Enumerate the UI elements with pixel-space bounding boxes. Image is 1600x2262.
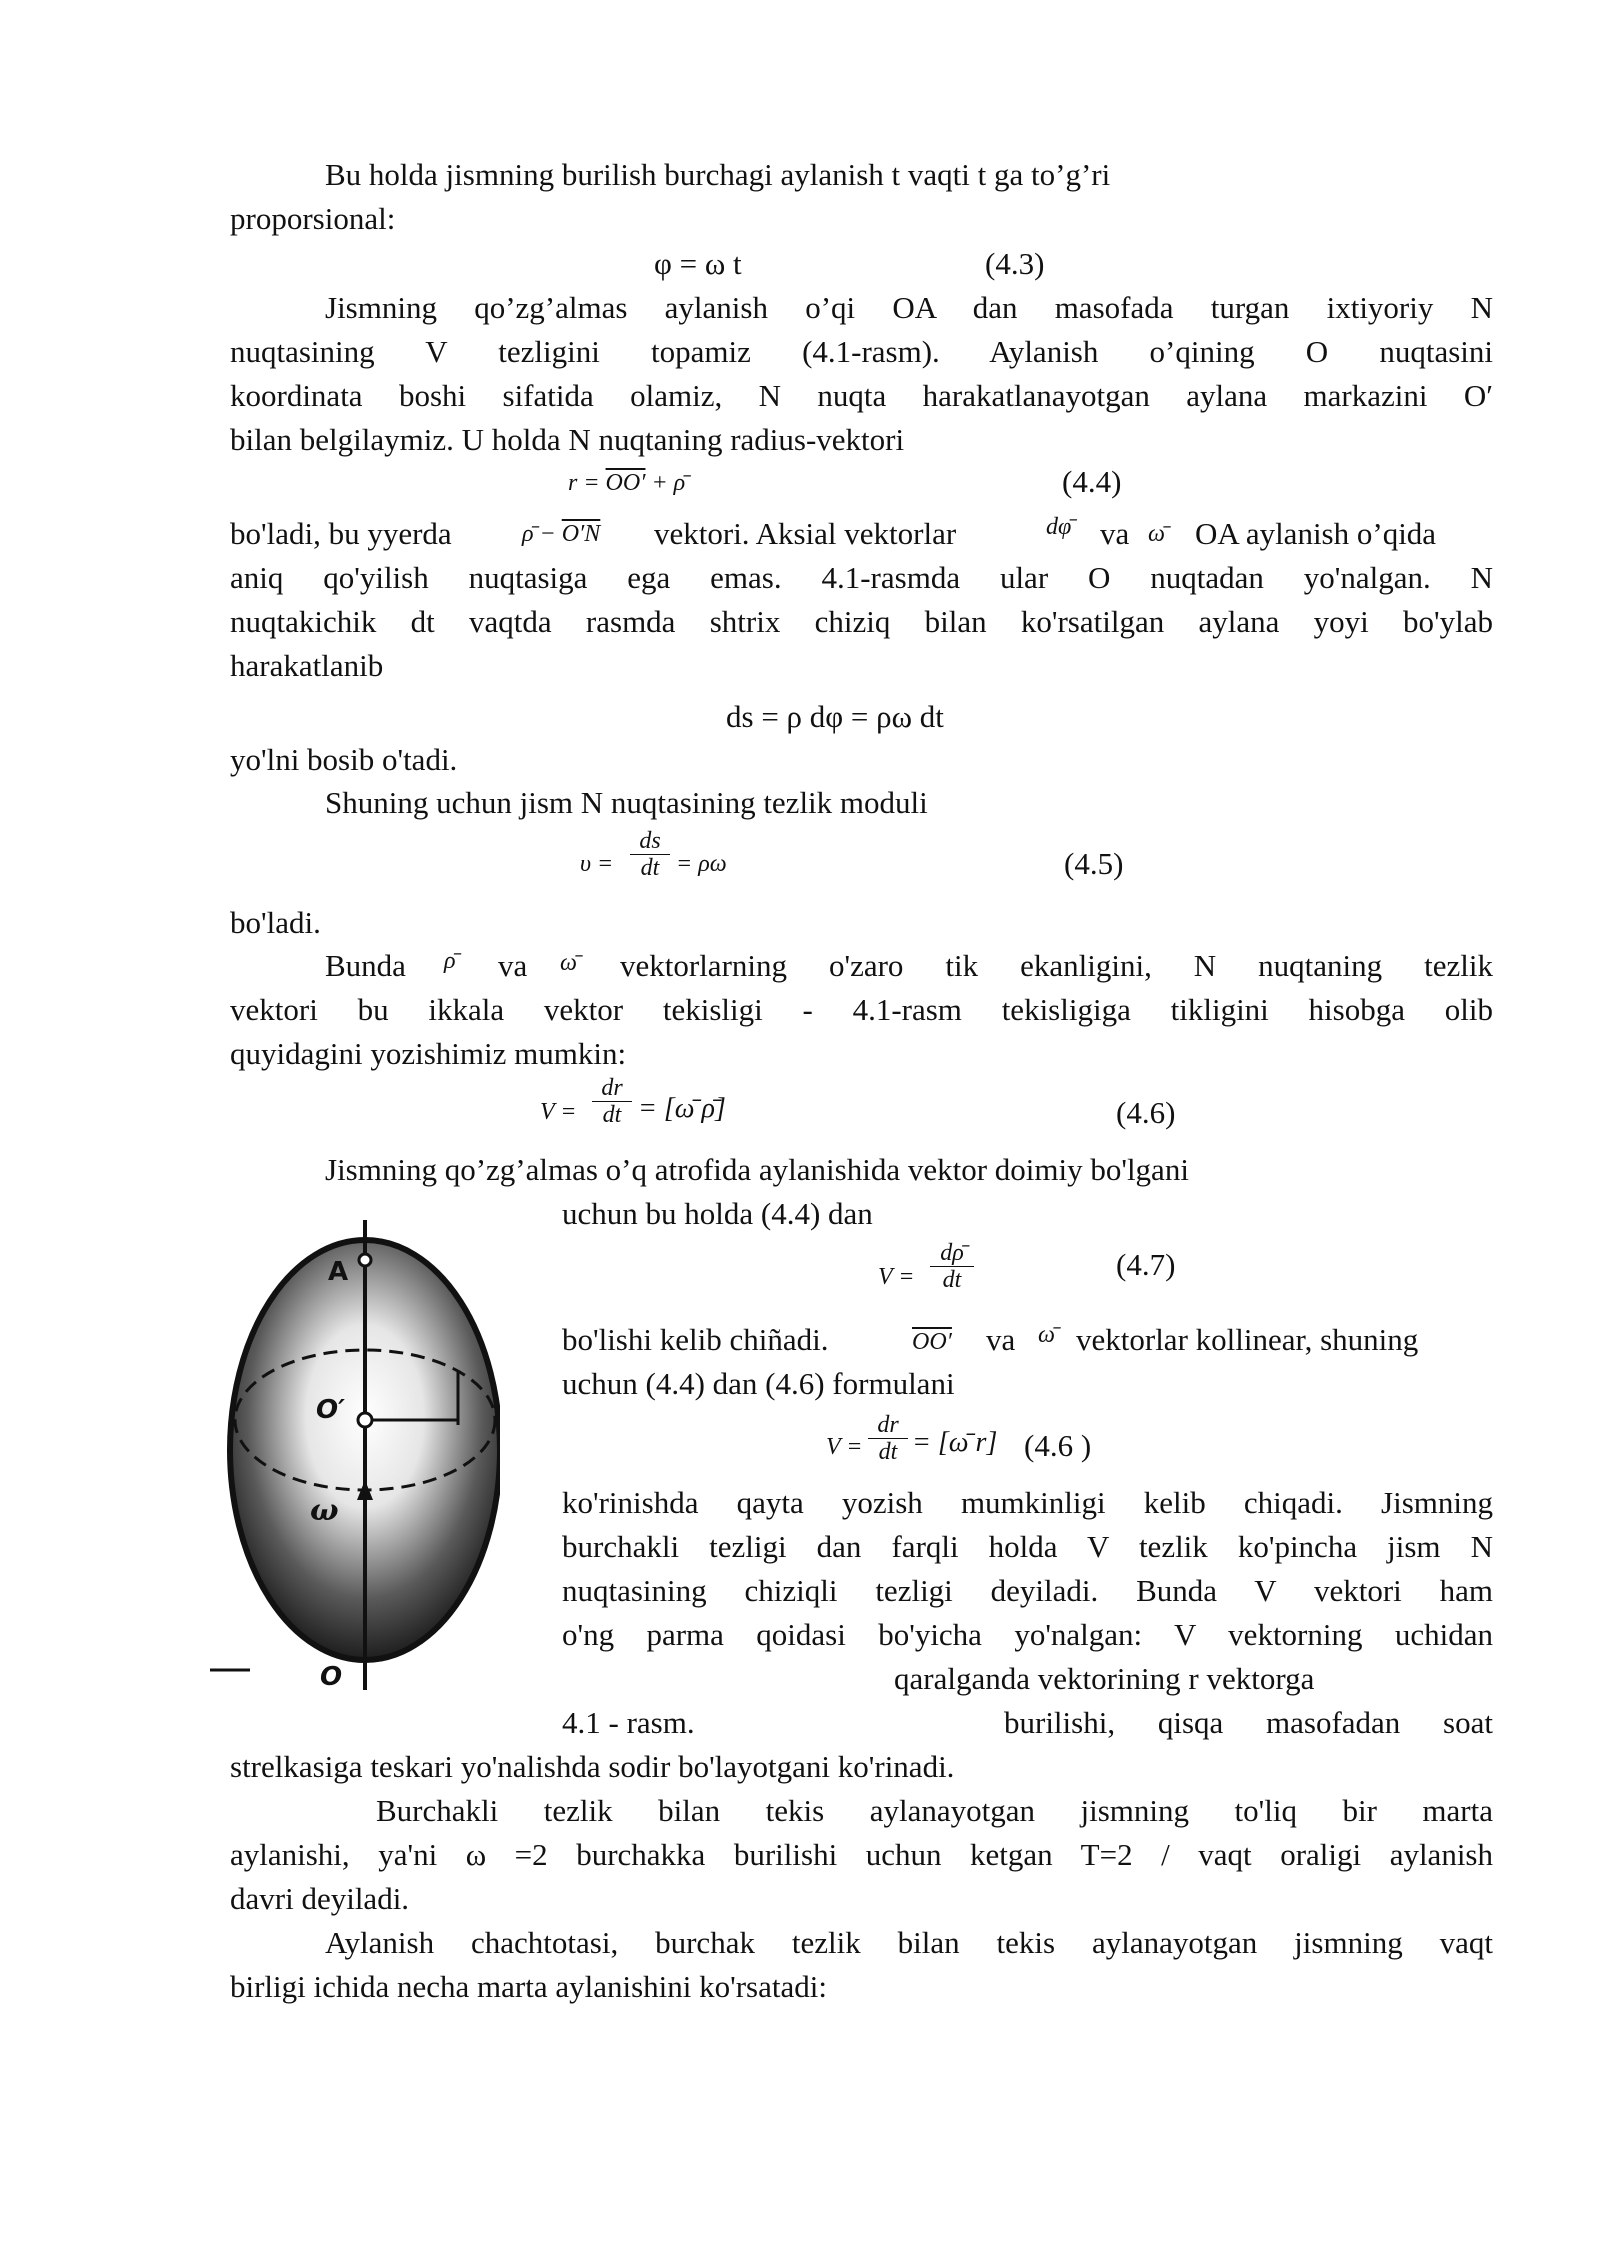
text-line: vektorlarning o'zaro tik ekanligini, N nuqtaning tezlik	[620, 948, 1493, 983]
inline-math: ρ̄ − O′N	[522, 521, 601, 547]
inline-math: = ρω	[676, 851, 727, 877]
text-line: bilan belgilaymiz. U holda N nuqtaning radius-vektori	[230, 422, 905, 457]
equation-4-6: V =	[540, 1099, 577, 1125]
equation-number: (4.4)	[1062, 464, 1122, 499]
text-line: OA aylanish o’qida	[1195, 516, 1437, 551]
text-line: va	[498, 948, 528, 983]
text-line: burilishi, qisqa masofadan soat	[1004, 1705, 1493, 1740]
inline-math: ρ̄	[444, 948, 456, 974]
text-line: bo'ladi, bu yyerda	[230, 516, 452, 551]
equation-number: (4.6 )	[1024, 1428, 1092, 1463]
text-line: aniq qo'yilish nuqtasiga ega emas. 4.1-rasmda ular O nuqtadan yo'nalgan. N	[230, 560, 1493, 595]
text-line: uchun (4.4) dan (4.6) formulani	[562, 1366, 955, 1401]
text-line: nuqtasining chiziqli tezligi deyiladi. Bunda V vektori ham	[562, 1573, 1493, 1608]
fraction: $\frac{dr}{dt}$	[868, 1412, 908, 1465]
text-line: strelkasiga teskari yo'nalishda sodir bo'layotgani ko'rinadi.	[230, 1749, 955, 1784]
inline-math: ω̄	[560, 950, 577, 976]
text-line: aylanishi, ya'ni ω =2 burchakka burilishi uchun ketgan T=2 / vaqt oraligi aylanish	[230, 1837, 1493, 1872]
text-line: vektorlar kollinear, shuning	[1076, 1322, 1419, 1357]
text-line: koordinata boshi sifatida olamiz, N nuqta harakatlanayotgan aylana markazini O′	[230, 378, 1493, 413]
text-line: vektori bu ikkala vektor tekisligi - 4.1-rasm tekisligiga tikligini hisobga olib	[230, 992, 1493, 1027]
inline-math: = [ω̄ ρ̄]	[638, 1093, 726, 1124]
text-line: va	[986, 1322, 1016, 1357]
label-O-prime: O′	[316, 1395, 345, 1425]
equation-4-7: V =	[878, 1264, 915, 1290]
text-line: nuqtasining V tezligini topamiz (4.1-rasm). Aylanish o’qining O nuqtasini	[230, 334, 1493, 369]
figure-rotating-body	[200, 1200, 500, 1740]
inline-math: OO′	[912, 1329, 952, 1355]
inline-math: dφ̄	[1046, 514, 1072, 540]
equation-number: (4.3)	[985, 246, 1045, 281]
equation-number: (4.7)	[1116, 1247, 1176, 1282]
text-line: Aylanish chachtotasi, burchak tezlik bilan tekis aylanayotgan jismning vaqt	[325, 1925, 1493, 1960]
equation-number: (4.5)	[1064, 846, 1124, 881]
figure-caption: 4.1 - rasm.	[562, 1705, 695, 1740]
center-point	[358, 1413, 372, 1427]
equation-4-6-repeat: V =	[826, 1434, 863, 1460]
text-line: bo'ladi.	[230, 905, 321, 940]
top-point	[359, 1254, 371, 1266]
label-O: O	[320, 1662, 343, 1692]
text-line: proporsional:	[230, 201, 396, 236]
text-line: burchakli tezligi dan farqli holda V tezlik ko'pincha jism N	[562, 1529, 1493, 1564]
text-line: birligi ichida necha marta aylanishini ko'rsatadi:	[230, 1969, 827, 2004]
inline-math: ω̄	[1038, 1322, 1055, 1348]
fraction: $\frac{d\rhō}{dt}$	[930, 1240, 974, 1293]
fraction: $\frac{dr}{dt}$	[592, 1075, 632, 1128]
equation-4-4: r = OO′ + ρ̄	[568, 470, 686, 496]
text-line: quyidagini yozishimiz mumkin:	[230, 1036, 627, 1071]
text-line: Bu holda jismning burilish burchagi aylanish t vaqti t ga to’g’ri	[325, 157, 1111, 192]
text-line: yo'lni bosib o'tadi.	[230, 742, 458, 777]
text-line: ko'rinishda qayta yozish mumkinligi kelib chiqadi. Jismning	[562, 1485, 1493, 1520]
text-line: uchun bu holda (4.4) dan	[562, 1196, 873, 1231]
text-line: qaralganda vektorining r vektorga	[894, 1661, 1315, 1696]
text-line: o'ng parma qoidasi bo'yicha yo'nalgan: V vektorning uchidan	[562, 1617, 1493, 1652]
text-line: harakatlanib	[230, 648, 384, 683]
text-line: davri deyiladi.	[230, 1881, 410, 1916]
equation-4-3: φ = ω t	[654, 246, 742, 281]
text-line: Jismning qo’zg’almas aylanish o’qi OA dan masofada turgan ixtiyoriy N	[325, 290, 1493, 325]
text-line: vektori. Aksial vektorlar	[654, 516, 957, 551]
text-line: nuqtakichik dt vaqtda rasmda shtrix chiziq bilan ko'rsatilgan aylana yoyi bo'ylab	[230, 604, 1493, 639]
text-line: Bunda	[325, 948, 406, 983]
text-line: Shuning uchun jism N nuqtasining tezlik moduli	[325, 785, 928, 820]
equation-4-5: υ =	[580, 851, 614, 877]
label-A: A	[328, 1257, 349, 1287]
text-line: Burchakli tezlik bilan tekis aylanayotgan jismning to'liq bir marta	[376, 1793, 1493, 1828]
text-line: va	[1100, 516, 1130, 551]
label-omega: ω	[310, 1493, 339, 1528]
text-line: bo'lishi kelib chiñadi.	[562, 1322, 829, 1357]
inline-math: = [ω̄ r]	[912, 1427, 998, 1458]
inline-math: ω̄	[1148, 521, 1165, 547]
fraction: $\frac{ds}{dt}$	[630, 828, 670, 881]
text-line: Jismning qo’zg’almas o’q atrofida aylanishida vektor doimiy bo'lgani	[325, 1152, 1189, 1187]
equation-ds: ds = ρ dφ = ρω dt	[726, 699, 944, 734]
equation-number: (4.6)	[1116, 1095, 1176, 1130]
